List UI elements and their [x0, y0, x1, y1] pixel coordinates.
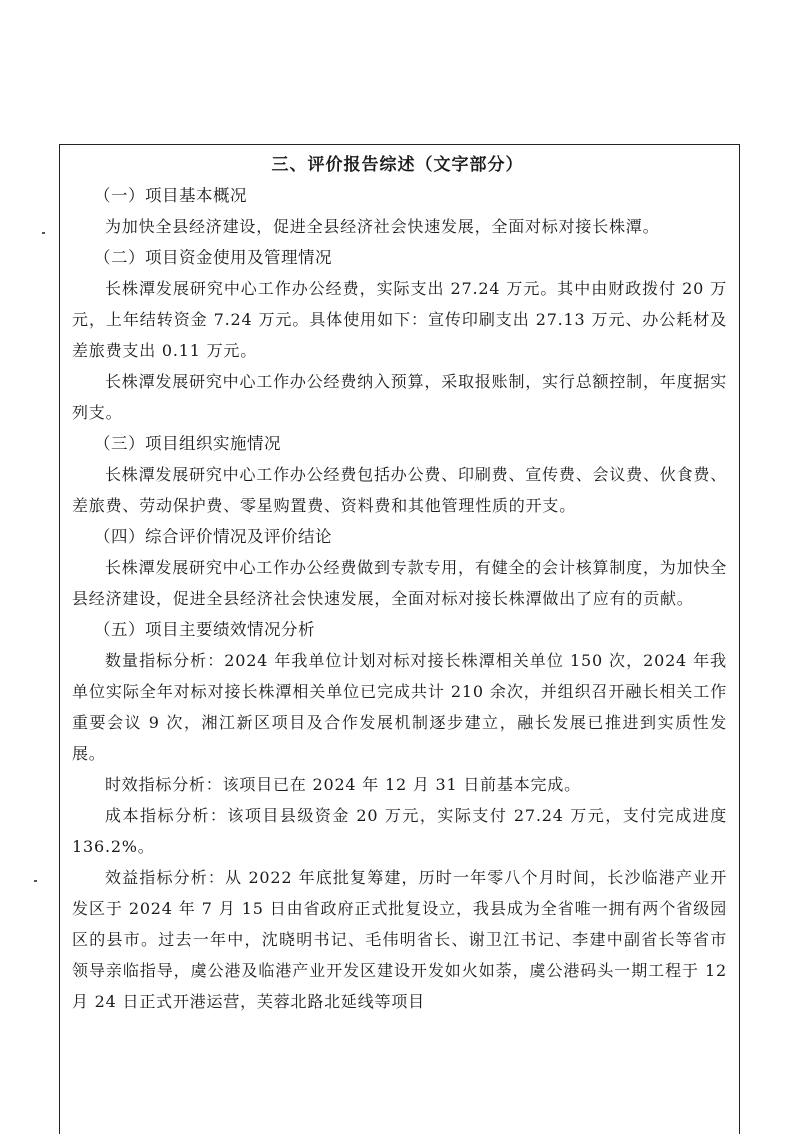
scan-speck [42, 232, 45, 234]
paragraph-evaluation-conclusion: 长株潭发展研究中心工作办公经费做到专款专用，有健全的会计核算制度，为加快全县经济建设，促进全县经济社会快速发展，全面对标对接长株潭做出了应有的贡献。 [72, 558, 727, 608]
section-heading-basic-overview: （一）项目基本概况 [94, 186, 247, 205]
paragraph-timeliness-indicator: 时效指标分析：该项目已在 2024 年 12 月 31 日前基本完成。 [105, 775, 581, 794]
paragraph-benefit-indicator: 效益指标分析：从 2022 年底批复筹建，历时一年零八个月时间，长沙临港产业开发区于 2024 年 7 月 15 日由省政府正式批复设立，我县成为全省唯一拥有两个省级园区的县市。过去一年中，沈晓明书记、毛伟明省长、谢卫江书记、李建中副省长等省市领导亲临指导，虞公港及临港产业开发区建设开发如火如荼，虞公港码头一期工程于 12 月 24 日正式开港运营，芙蓉北路北延线等项目 [72, 868, 727, 1011]
section-heading-evaluation-conclusion: （四）综合评价情况及评价结论 [94, 527, 332, 546]
scan-speck [34, 880, 37, 882]
paragraph-cost-indicator: 成本指标分析：该项目县级资金 20 万元，实际支付 27.24 万元，支付完成进度 136.2%。 [72, 806, 727, 856]
paragraph-basic-overview: 为加快全县经济建设，促进全县经济社会快速发展，全面对标对接长株潭。 [105, 217, 660, 236]
report-body [72, 180, 727, 1017]
section-heading-fund-usage: （二）项目资金使用及管理情况 [94, 248, 332, 267]
paragraph-implementation: 长株潭发展研究中心工作办公经费包括办公费、印刷费、宣传费、会议费、伙食费、差旅费、劳动保护费、零星购置费、资料费和其他管理性质的开支。 [72, 465, 727, 515]
section-heading-performance-analysis: （五）项目主要绩效情况分析 [94, 620, 315, 639]
section-heading-implementation: （三）项目组织实施情况 [94, 434, 281, 453]
paragraph-fund-usage: 长株潭发展研究中心工作办公经费，实际支出 27.24 万元。其中由财政拨付 20 万元，上年结转资金 7.24 万元。具体使用如下：宣传印刷支出 27.13 万元、办公耗材及差旅费支出 0.11 万元。 [72, 279, 727, 360]
page-title: 三、评价报告综述（文字部分） [271, 155, 524, 175]
paragraph-fund-management: 长株潭发展研究中心工作办公经费纳入预算，采取报账制，实行总额控制，年度据实列支。 [72, 372, 727, 422]
paragraph-quantity-indicator: 数量指标分析：2024 年我单位计划对标对接长株潭相关单位 150 次，2024 年我单位实际全年对标对接长株潭相关单位已完成共计 210 余次，并组织召开融长相关工作重要会议 9 次，湘江新区项目及合作发展机制逐步建立，融长发展已推进到实质性发展。 [72, 651, 727, 763]
